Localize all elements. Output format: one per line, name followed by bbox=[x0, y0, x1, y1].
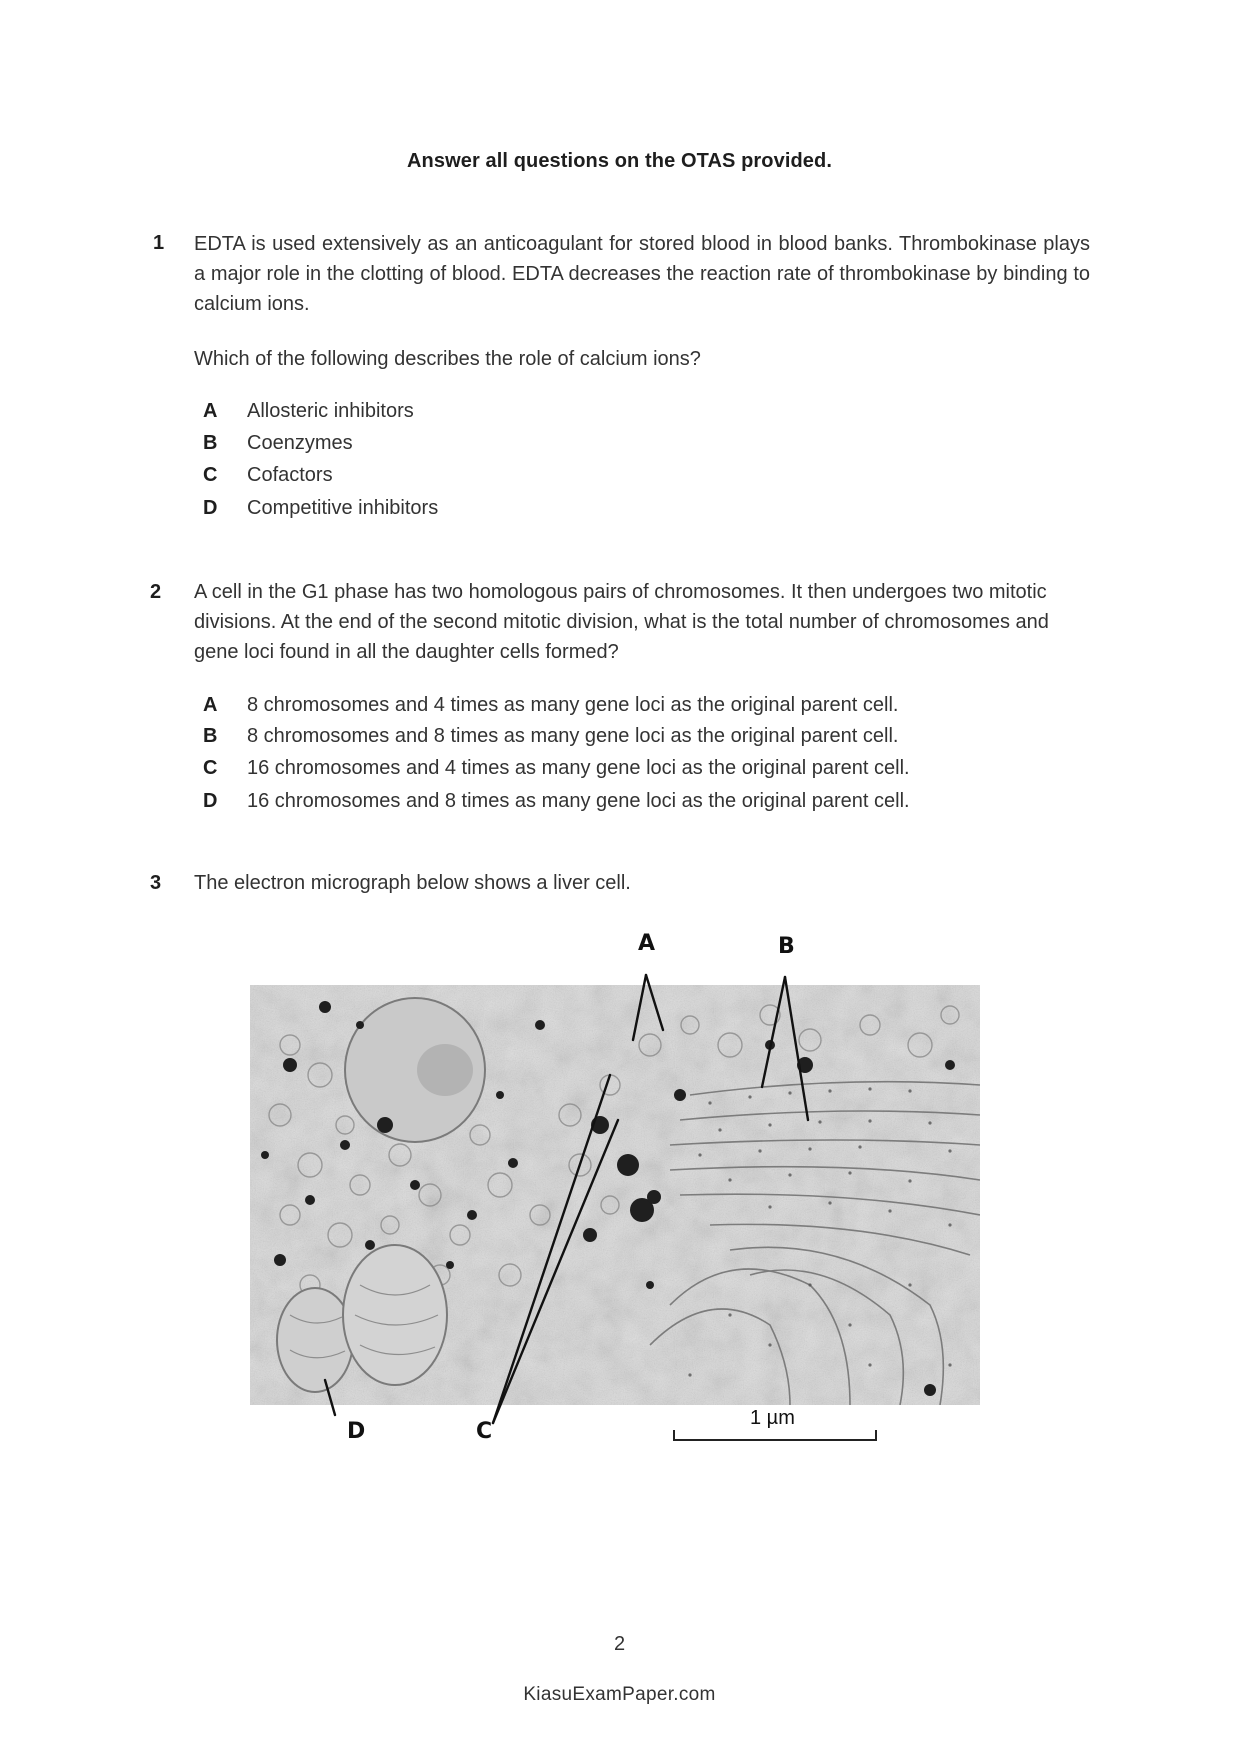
option-letter: A bbox=[203, 694, 218, 716]
option-letter: C bbox=[203, 757, 218, 779]
option-letter: C bbox=[203, 464, 218, 486]
label-a: A bbox=[638, 931, 656, 956]
option-text: Competitive inhibitors bbox=[247, 497, 439, 519]
option-text: 8 chromosomes and 8 times as many gene loci as the original parent cell. bbox=[247, 725, 899, 747]
option-letter: D bbox=[203, 497, 218, 519]
option-letter: D bbox=[203, 790, 218, 812]
option-text: Coenzymes bbox=[247, 432, 353, 454]
question-number: 2 bbox=[150, 581, 162, 603]
option-text: 16 chromosomes and 4 times as many gene loci as the original parent cell. bbox=[247, 757, 910, 779]
scale-bar-label: 1 µm bbox=[750, 1407, 795, 1429]
option-text: Cofactors bbox=[247, 464, 333, 486]
option-text: 16 chromosomes and 8 times as many gene loci as the original parent cell. bbox=[247, 790, 910, 812]
label-b: B bbox=[778, 934, 795, 959]
question-stem: Which of the following describes the role of calcium ions? bbox=[194, 348, 701, 370]
option-text: Allosteric inhibitors bbox=[247, 400, 414, 422]
question-number: 3 bbox=[150, 872, 162, 894]
question-text: A cell in the G1 phase has two homologous pairs of chromosomes. It then undergoes two mitotic divisions. At the end of the second mitotic division, what is the total number of chromosomes and gene loci found in all the daughter cells formed? bbox=[194, 581, 1049, 663]
option-text: 8 chromosomes and 4 times as many gene loci as the original parent cell. bbox=[247, 694, 899, 716]
micrograph-figure bbox=[240, 925, 1000, 1525]
instruction-heading: Answer all questions on the OTAS provided. bbox=[407, 150, 832, 172]
question-number: 1 bbox=[153, 232, 165, 254]
option-letter: B bbox=[203, 432, 218, 454]
footer-site: KiasuExamPaper.com bbox=[523, 1684, 716, 1705]
option-letter: A bbox=[203, 400, 218, 422]
question-text: EDTA is used extensively as an anticoagulant for stored blood in blood banks. Thrombokinase plays a major role in the clotting of blood. EDTA decreases the reaction rate of thrombokinase by binding to calcium ions. bbox=[194, 233, 1090, 315]
label-c: C bbox=[476, 1419, 493, 1444]
question-text: The electron micrograph below shows a liver cell. bbox=[194, 872, 631, 894]
label-d: D bbox=[347, 1419, 366, 1444]
page-number: 2 bbox=[613, 1633, 626, 1655]
option-letter: B bbox=[203, 725, 218, 747]
